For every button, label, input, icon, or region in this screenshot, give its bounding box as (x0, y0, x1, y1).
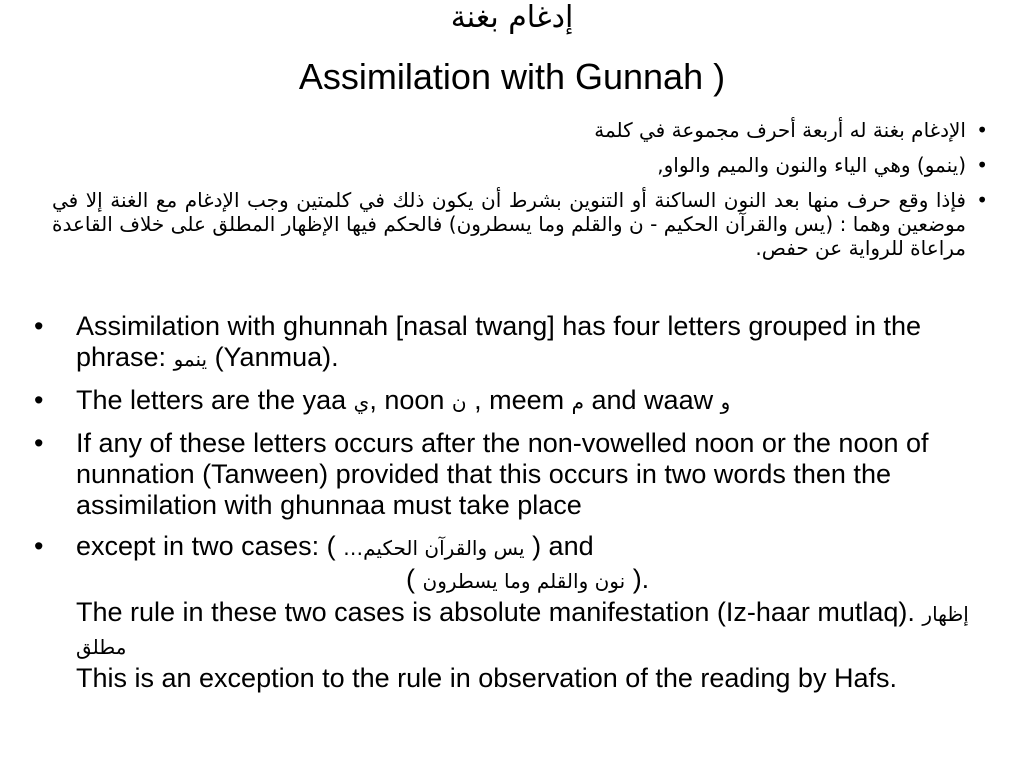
english-bullet-item (28, 385, 1018, 418)
bullet-text: Assimilation with ghunnah [nasal twang] has four letters grouped in the phrase: (76, 311, 922, 372)
arabic-verse-yaseen: يس والقرآن الحكيم… (343, 536, 525, 560)
bullet-marker: • (34, 531, 44, 561)
exception-text: This is an exception to the rule in observation of the reading by Hafs. (76, 663, 897, 693)
arabic-bullet-list (52, 118, 988, 271)
arabic-bullet-item (52, 188, 988, 260)
bullet-text: If any of these letters occurs after the non-vowelled noon or the noon of nunnation (Tanween) provided that this occurs in two words then the assimilation with ghunnaa must take place (76, 428, 929, 520)
second-case-line (76, 564, 1018, 597)
bullet-marker: • (34, 311, 44, 341)
arabic-letter-waaw: و (720, 390, 731, 414)
arabic-bullet-item (52, 118, 988, 142)
english-bullet-item (28, 531, 1018, 694)
arabic-letter-meem: م (571, 390, 584, 414)
bullet-text: except in two cases: ( (76, 531, 344, 561)
slide-title-english: Assimilation with Gunnah ) (298, 56, 726, 97)
arabic-bullet-text: فإذا وقع حرف منها بعد النون الساكنة أو التنوين بشرط أن يكون ذلك في كلمتين وجب الإدغام مع الغنة إلا في موضعين وهما : (يس والقرآن الحكيم - ن والقلم وما يسطرون) فالحكم فيها الإظهار المطلق على خلاف القاعدة مراعاة للرواية عن حفص. (52, 188, 966, 260)
bullet-text: , meem (466, 385, 572, 415)
arabic-bullet-text: (ينمو) وهي الياء والنون والميم والواو, (657, 153, 966, 177)
bullet-marker: • (34, 428, 44, 458)
arabic-rule-term: إظهار مطلق (76, 602, 969, 659)
arabic-letter-yaa: ي (353, 390, 370, 414)
bullet-text: , noon (369, 385, 452, 415)
bullet-marker: • (976, 118, 988, 142)
paren-open: ( (406, 564, 423, 594)
slide-title-arabic: إدغام بغنة (450, 0, 574, 35)
english-bullet-item (28, 311, 1018, 375)
paren-close: ). (625, 564, 650, 594)
bullet-marker: • (976, 153, 988, 177)
bullet-text: (Yanmua). (207, 342, 339, 372)
english-bullet-list (28, 311, 1018, 704)
arabic-letter-noon: ن (451, 390, 467, 414)
bullet-text: ) and (524, 531, 594, 561)
arabic-bullet-item (52, 153, 988, 177)
english-bullet-item (28, 428, 1018, 521)
arabic-verse-noon: نون والقلم وما يسطرون (422, 569, 626, 593)
arabic-bullet-text: الإدغام بغنة له أربعة أحرف مجموعة في كلمة (594, 118, 966, 142)
bullet-marker: • (34, 385, 44, 415)
bullet-text: The letters are the yaa (76, 385, 354, 415)
arabic-term: ينمو (173, 347, 208, 371)
rule-line (76, 597, 1018, 663)
rule-text: The rule in these two cases is absolute manifestation (Iz-haar mutlaq). (76, 597, 923, 627)
bullet-marker: • (976, 188, 988, 212)
bullet-text: and waaw (584, 385, 721, 415)
